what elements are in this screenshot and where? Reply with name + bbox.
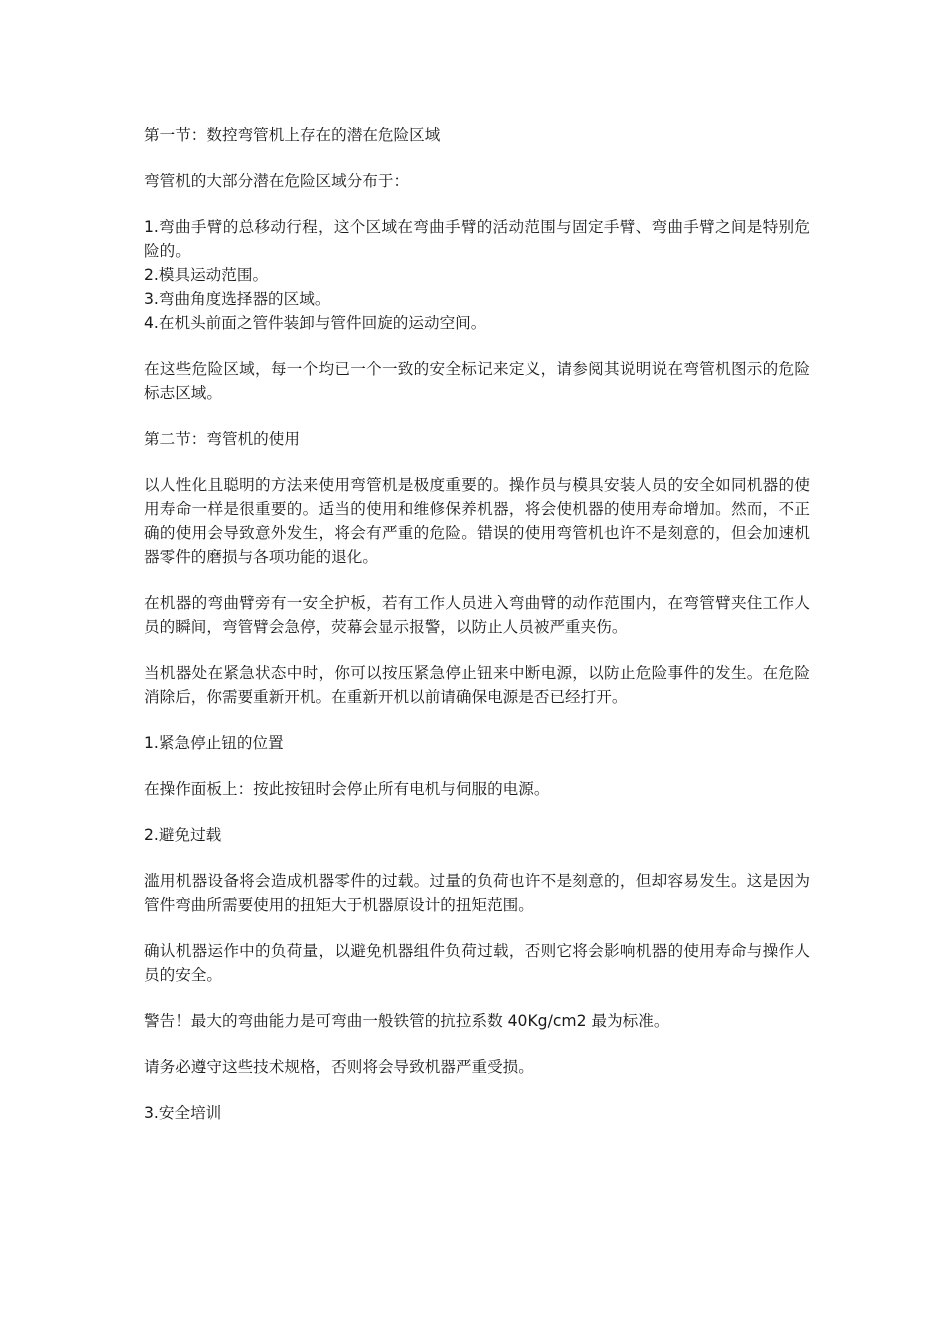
section1-item-1: 1.弯曲手臂的总移动行程，这个区域在弯曲手臂的活动范围与固定手臂、弯曲手臂之间是特别危险的。 (144, 218, 810, 260)
section2-paragraph-3: 当机器处在紧急状态中时，你可以按压紧急停止钮来中断电源，以防止危险事件的发生。在危险消除后，你需要重新开机。在重新开机以前请确保电源是否已经打开。 (144, 664, 810, 706)
section1-item-3: 3.弯曲角度选择器的区域。 (144, 290, 331, 308)
subsection-2-text-1: 滥用机器设备将会造成机器零件的过载。过量的负荷也许不是刻意的，但却容易发生。这是因为管件弯曲所需要使用的扭矩大于机器原设计的扭矩范围。 (144, 872, 810, 914)
subsection-3-title: 3.安全培训 (144, 1104, 222, 1122)
compliance-text: 请务必遵守这些技术规格，否则将会导致机器严重受损。 (144, 1058, 534, 1076)
section1-title: 第一节：数控弯管机上存在的潜在危险区域 (144, 126, 441, 144)
section1-item-4: 4.在机头前面之管件装卸与管件回旋的运动空间。 (144, 314, 487, 332)
subsection-2-title: 2.避免过载 (144, 826, 222, 844)
subsection-2-text-2: 确认机器运作中的负荷量，以避免机器组件负荷过载，否则它将会影响机器的使用寿命与操作人员的安全。 (144, 942, 810, 984)
document-page (144, 123, 810, 1125)
section1-intro: 弯管机的大部分潜在危险区域分布于： (144, 172, 410, 190)
subsection-1-title: 1.紧急停止钮的位置 (144, 734, 284, 752)
section2-paragraph-2: 在机器的弯曲臂旁有一安全护板，若有工作人员进入弯曲臂的动作范围内，在弯管臂夹住工作人员的瞬间，弯管臂会急停，荧幕会显示报警，以防止人员被严重夹伤。 (144, 594, 810, 636)
section1-item-2: 2.模具运动范围。 (144, 266, 269, 284)
section2-paragraph-1: 以人性化且聪明的方法来使用弯管机是极度重要的。操作员与模具安装人员的安全如同机器的使用寿命一样是很重要的。适当的使用和维修保养机器，将会使机器的使用寿命增加。然而，不正确的使用会导致意外发生，将会有严重的危险。错误的使用弯管机也许不是刻意的，但会加速机器零件的磨损与各项功能的退化。 (144, 476, 810, 566)
section1-note: 在这些危险区域，每一个均已一个一致的安全标记来定义，请参阅其说明说在弯管机图示的危险标志区域。 (144, 360, 810, 402)
section2-title: 第二节：弯管机的使用 (144, 430, 300, 448)
subsection-1-text: 在操作面板上：按此按钮时会停止所有电机与伺服的电源。 (144, 780, 550, 798)
warning-text: 警告！最大的弯曲能力是可弯曲一般铁管的抗拉系数 40Kg/cm2 最为标准。 (144, 1012, 670, 1030)
